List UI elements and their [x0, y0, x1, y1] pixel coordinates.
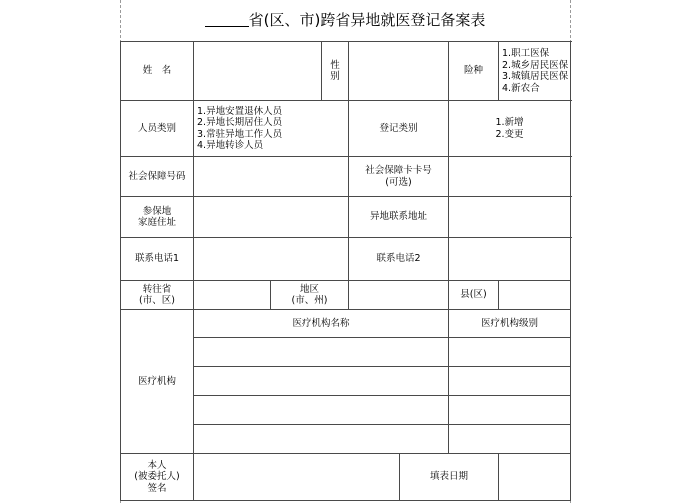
signature-field[interactable] [194, 454, 400, 501]
signer-label-line3: 签名 [147, 482, 167, 494]
insurance-option: 1.职工医保 [502, 48, 550, 59]
row-ssn [121, 157, 571, 197]
person-option: 2.异地长期居住人员 [197, 117, 283, 128]
signer-label-line2: (被委托人) [134, 471, 180, 483]
ss-card-optional-text: (可选) [385, 176, 412, 188]
fill-date-label: 填表日期 [400, 454, 499, 501]
fill-date-field[interactable] [499, 454, 571, 501]
transfer-province-label-line1: 转往省 [142, 283, 172, 295]
register-option: 1.新增 [495, 117, 524, 128]
ssn-field[interactable] [194, 157, 349, 197]
institution-name-field[interactable] [194, 367, 449, 396]
row-person-type [121, 101, 571, 157]
institution-name-header: 医疗机构名称 [194, 310, 449, 338]
gender-field[interactable] [349, 42, 449, 101]
insured-address-label [121, 197, 194, 238]
institution-name-field[interactable] [194, 425, 449, 454]
person-option: 4.异地转诊人员 [197, 140, 264, 151]
signer-label [121, 454, 194, 501]
register-type-options[interactable] [449, 101, 571, 157]
transfer-province-label-line2: (市、区) [139, 295, 175, 306]
institution-level-field[interactable] [449, 367, 571, 396]
institution-name-field[interactable] [194, 338, 449, 367]
row-institution-header [121, 310, 571, 338]
register-type-label: 登记类别 [349, 101, 449, 157]
institution-level-field[interactable] [449, 396, 571, 425]
name-label: 姓 名 [121, 42, 194, 101]
phone2-label: 联系电话2 [349, 238, 449, 281]
phone1-label: 联系电话1 [121, 238, 194, 281]
institution-name-field[interactable] [194, 396, 449, 425]
registration-form-table [120, 41, 571, 501]
ss-card-label [349, 157, 449, 197]
insured-address-field[interactable] [194, 197, 349, 238]
county-label: 县(区) [449, 281, 499, 310]
row-address [121, 197, 571, 238]
insurance-option: 3.城镇居民医保 [502, 71, 569, 82]
region-label-line2: (市、州) [291, 295, 328, 306]
region-label [271, 281, 349, 310]
insured-address-label-line2: 家庭住址 [137, 217, 176, 228]
form-title [120, 10, 570, 30]
row-phone [121, 238, 571, 281]
phone2-field[interactable] [449, 238, 571, 281]
transfer-province-label [121, 281, 194, 310]
phone1-field[interactable] [194, 238, 349, 281]
title-text: 省(区、市)跨省异地就医登记备案表 [248, 11, 486, 29]
ssn-label: 社会保障号码 [121, 157, 194, 197]
county-field[interactable] [499, 281, 571, 310]
signer-label-line1: 本人 [147, 459, 167, 471]
region-label-line1: 地区 [299, 283, 319, 295]
insurance-option: 4.新农合 [502, 82, 540, 94]
transfer-province-field[interactable] [194, 281, 271, 310]
name-field[interactable] [194, 42, 322, 101]
ss-card-label-text: 社会保障卡卡号 [365, 165, 432, 176]
person-type-label: 人员类别 [121, 101, 194, 157]
remote-address-label: 异地联系地址 [349, 197, 449, 238]
title-blank-line[interactable] [205, 12, 249, 27]
register-option: 2.变更 [495, 128, 524, 140]
gender-label: 性 别 [322, 42, 349, 101]
row-destination [121, 281, 571, 310]
medical-institution-label: 医疗机构 [121, 310, 194, 454]
insured-address-label-line1: 参保地 [142, 205, 172, 217]
region-field[interactable] [349, 281, 449, 310]
insurance-options[interactable] [499, 42, 571, 101]
person-option: 3.常驻异地工作人员 [197, 128, 283, 140]
institution-level-field[interactable] [449, 425, 571, 454]
ss-card-field[interactable] [449, 157, 571, 197]
row-signature [121, 454, 571, 501]
person-type-options[interactable] [194, 101, 349, 157]
institution-level-header: 医疗机构级别 [449, 310, 571, 338]
insurance-type-label: 险种 [449, 42, 499, 101]
insurance-option: 2.城乡居民医保 [502, 59, 569, 71]
remote-address-field[interactable] [449, 197, 571, 238]
row-name [121, 42, 571, 101]
institution-level-field[interactable] [449, 338, 571, 367]
person-option: 1.异地安置退休人员 [197, 105, 283, 117]
